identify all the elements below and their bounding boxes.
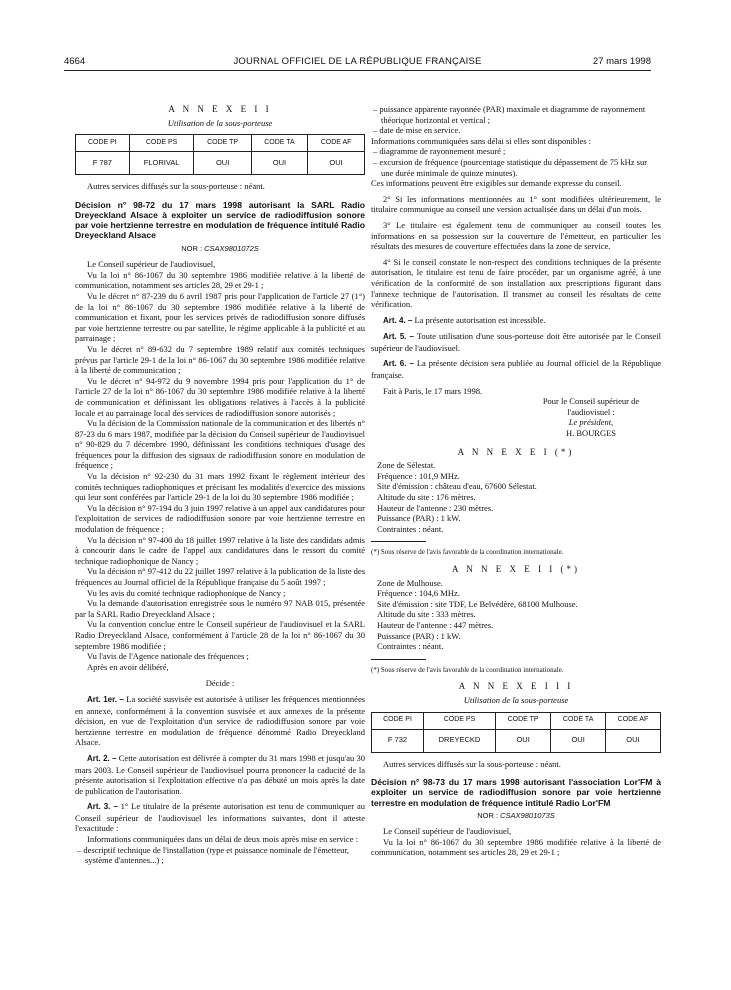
header-rule	[64, 70, 651, 71]
nor-code: CSAX9801072S	[204, 243, 259, 253]
paragraph: Informations communiquées dans un délai de deux mois après mise en service :	[87, 834, 358, 845]
footnote: (*) Sous réserve de l'avis favorable de la coordination internationale.	[371, 541, 426, 558]
table-header-cell: CODE PI	[76, 135, 130, 152]
list-item: – puissance apparente rayonnée (PAR) maximale et diagramme de rayonnement théorique horizontal et vertical ;	[373, 104, 646, 125]
nor-code: CSAX9801073S	[500, 810, 555, 820]
subcarrier-table	[75, 134, 365, 175]
annexe-subtitle: Utilisation de la sous-porteuse	[463, 694, 569, 705]
article	[75, 694, 365, 748]
paragraph: 3° Le titulaire est également tenu de communiquer au conseil toutes les informations en sa possession sur la couverture de l'émetteur, en particulier les résultats des mesures de couverture effectuées dans la zone de service.	[371, 219, 661, 252]
paragraph: Vu l'avis de l'Agence nationale des fréquences ;	[87, 651, 249, 662]
paragraph: Le Conseil supérieur de l'audiovisuel,	[87, 259, 216, 270]
paragraph: Vu la loi n° 86-1067 du 30 septembre 1986 modifiée relative à la liberté de communication, notamment ses articles 28, 29 et 29-1 ;	[371, 836, 661, 858]
frequency-specs	[377, 578, 661, 652]
paragraph: Vu la loi n° 86-1067 du 30 septembre 1986 modifiée relative à la liberté de communication, notamment ses articles 28, 29 et 29-1 ;	[75, 269, 365, 291]
spec-line: Contraintes : néant.	[377, 523, 444, 534]
article-text: La présente autorisation est incessible.	[414, 314, 546, 325]
table-cell: FLORIVAL	[129, 152, 194, 175]
article-label: Art. 3. –	[87, 802, 118, 812]
spec-line: Zone de Mulhouse.	[377, 577, 443, 588]
list-item: – descriptif technique de l'installation (type et puissance nominale de l'émetteur, système d'antennes...) ;	[77, 844, 350, 866]
paragraph: Vu la convention conclue entre le Conseil supérieur de l'audiovisuel et la SARL Radio Dreyeckland Alsace, conformément à l'article 28 de la loi n° 86-1067 du 30 septembre 1986 modifiée ;	[75, 619, 365, 651]
annexe-heading: A N N E X E I I I	[458, 681, 574, 692]
table-header-cell: CODE PI	[372, 712, 424, 729]
list-item: – date de mise en service.	[373, 125, 461, 136]
decision-title: Décision n° 98-73 du 17 mars 1998 autorisant l'association Lor'FM à exploiter un service de radiodiffusion sonore par voie hertzienne terrestre en modulation de fréquence intitulé Radio Lor'FM	[371, 777, 661, 808]
info-list	[371, 104, 661, 136]
frequency-specs	[377, 460, 661, 534]
article	[75, 801, 365, 834]
signature-place-date: Fait à Paris, le 17 mars 1998.	[383, 385, 483, 396]
table-cell: OUI	[605, 729, 660, 752]
paragraph: Vu la décision n° 97-400 du 18 juillet 1997 relative à la liste des candidats admis à concourir dans le cadre de l'appel aux candidatures dans le ressort du comité technique radiophonique de Nancy ;	[75, 534, 365, 566]
article-label: Art. 2. –	[87, 753, 117, 763]
article-text: Cette autorisation est délivrée à compter du 31 mars 1998 et jusqu'au 30 mars 2003. Le Conseil supérieur de l'audiovisuel pourra prononcer la caducité de la présente autorisation si l'exploitation effective n'a pas débuté un mois après la date de publication de l'autorisation.	[75, 752, 365, 796]
table-cell: OUI	[551, 729, 606, 752]
paragraph: Vu la décision n° 97-194 du 3 juin 1997 relative à un appel aux candidatures pour l'exploitation de services de radiodiffusion sonore par voie hertzienne terrestre en modulation de fréquence ;	[75, 502, 365, 535]
table-header-cell: CODE AF	[308, 135, 365, 152]
table-cell: F 732	[372, 729, 424, 752]
nor-label: NOR :	[477, 810, 501, 820]
nor-reference	[371, 811, 661, 822]
spec-line: Puissance (PAR) : 1 kW.	[377, 513, 461, 524]
annexe-subtitle: Utilisation de la sous-porteuse	[167, 117, 273, 128]
paragraph: Vu la décision de la Commission nationale de la communication et des libertés n° 87-23 du 6 mars 1987, modifiée par la décision du Conseil supérieur de l'audiovisuel n° 90-829 du 7 décembre 1990, définissant les conditions techniques d'usage des fréquences pour la diffusion des signaux de radiodiffusion sonore en modulation de fréquence ;	[75, 418, 365, 471]
issue-date: 27 mars 1998	[592, 56, 651, 67]
paragraph: Vu la décision n° 97-412 du 22 juillet 1997 relative à la publication de la liste des fréquences au Journal officiel de la République française du 5 août 1997 ;	[75, 566, 365, 587]
spec-line: Altitude du site : 176 mètres.	[377, 492, 476, 502]
spec-line: Puissance (PAR) : 1 kW.	[377, 630, 461, 641]
table-cell: OUI	[251, 152, 307, 175]
article-text: Toute utilisation d'une sous-porteuse doit être autorisée par le Conseil supérieur de l'audiovisuel.	[371, 331, 661, 353]
left-column	[75, 98, 365, 866]
table-cell: DREYECKD	[424, 729, 496, 752]
annexe-heading: A N N E X E I (*)	[457, 446, 575, 457]
article-label: Art. 5. –	[383, 332, 414, 342]
paragraph: Vu le décret n° 89-632 du 7 septembre 1989 relatif aux comités techniques prévus par l'article 29-1 de la loi n° 86-1067 du 30 septembre 1986 modifiée relative à la liberté de communication ;	[75, 343, 365, 376]
article-label: Art. 1er. –	[87, 694, 124, 704]
article	[371, 315, 661, 327]
paragraph: Vu la demande d'autorisation enregistrée sous le numéro 97 NAB 015, présentée par la SARL Radio Dreyeckland Alsace ;	[75, 598, 365, 619]
other-services-note: Autres services diffusés sur la sous-porteuse : néant.	[87, 181, 265, 192]
paragraph: Le Conseil supérieur de l'audiovisuel,	[383, 826, 512, 837]
article	[371, 331, 661, 353]
spec-line: Contraintes : néant.	[377, 641, 444, 652]
subcarrier-table	[371, 712, 661, 753]
article-text: 1° Le titulaire de la présente autorisation est tenu de communiquer au Conseil supérieur de l'audiovisuel les informations suivantes, dont il atteste l'exactitude :	[75, 801, 365, 834]
article-label: Art. 4. –	[383, 315, 413, 325]
list-item: – diagramme de rayonnement mesuré ;	[373, 146, 506, 157]
spec-line: Fréquence : 101,9 MHz.	[377, 470, 460, 481]
page-header	[64, 56, 651, 70]
signature-line: Pour le Conseil supérieur de l'audiovisuel :	[542, 396, 640, 417]
article-text: La présente décision sera publiée au Journal officiel de la République française.	[371, 358, 662, 381]
paragraph: Ces informations peuvent être exigibles sur demande expresse du conseil.	[371, 178, 622, 189]
signature-role: Le président,	[568, 417, 614, 428]
table-header-cell: CODE TA	[551, 712, 606, 729]
right-column	[371, 104, 661, 858]
decision-title: Décision n° 98-72 du 17 mars 1998 autorisant la SARL Radio Dreyeckland Alsace à exploiter un service de radiodiffusion sonore par voie hertzienne terrestre en modulation de fréquence intitulé Radio Dreyeckland Alsace	[75, 199, 365, 241]
table-header-cell: CODE TA	[251, 135, 307, 152]
table-header-cell: CODE TP	[194, 135, 251, 152]
page-number: 4664	[64, 56, 86, 67]
journal-title: JOURNAL OFFICIEL DE LA RÉPUBLIQUE FRANÇAISE	[233, 56, 482, 67]
article	[371, 358, 661, 380]
table-header-cell: CODE PS	[424, 712, 496, 729]
paragraph: Informations communiquées sans délai si elles sont disponibles :	[371, 135, 592, 146]
nor-reference	[75, 244, 365, 255]
decide-heading: Décide :	[205, 678, 235, 689]
signature-name: H. BOURGES	[565, 428, 617, 439]
info-list	[75, 845, 365, 866]
annexe-heading: A N N E X E I I	[168, 104, 272, 114]
paragraph: Vu la décision n° 92-230 du 31 mars 1992 fixant le règlement intérieur des comités techniques radiophoniques et précisant les modalités d'exercice des missions qui leur sont conférées par l'article 29-1 de la loi du 30 septembre 1986 modifiée ;	[75, 471, 365, 503]
paragraph: 2° Si les informations mentionnées au 1° sont modifiées ultérieurement, le titulaire communique au conseil une version actualisée dans un délai d'un mois.	[371, 193, 661, 215]
spec-line: Zone de Sélestat.	[377, 460, 436, 471]
spec-line: Hauteur de l'antenne : 447 mètres.	[377, 619, 494, 630]
table-header-cell: CODE TP	[495, 712, 550, 729]
table-cell: OUI	[495, 729, 550, 752]
annexe-heading: A N N E X E I I (*)	[452, 563, 580, 574]
paragraph: Vu les avis du comité technique radiophonique de Nancy ;	[87, 587, 286, 598]
nor-label: NOR :	[181, 243, 205, 253]
footnote: (*) Sous réserve de l'avis favorable de la coordination internationale.	[371, 659, 426, 676]
list-item: – excursion de fréquence (pourcentage statistique du dépassement de 75 kHz sur une durée minimale de quinze minutes).	[373, 156, 648, 178]
table-header-cell: CODE AF	[605, 712, 660, 729]
paragraph: Après en avoir délibéré,	[87, 661, 169, 672]
table-header-cell: CODE PS	[129, 135, 194, 152]
paragraph: Vu le décret n° 87-239 du 6 avril 1987 pris pour l'application de l'article 27 (1°) de la loi n° 86-1067 du 30 septembre 1986 modifiée relative à la liberté de communication et fixant, pour les services privés de radiodiffusion sonore diffusés par voie hertzienne terrestre ou par satellite, le régime applicable à la publicité et au parrainage ;	[75, 290, 365, 344]
info-list	[371, 146, 661, 178]
spec-line: Hauteur de l'antenne : 230 mètres.	[377, 502, 494, 513]
table-cell: OUI	[308, 152, 365, 175]
spec-line: Site d'émission : château d'eau, 67600 Sélestat.	[377, 481, 537, 492]
other-services-note: Autres services diffusés sur la sous-porteuse : néant.	[383, 758, 561, 769]
article-label: Art. 6. –	[383, 359, 414, 369]
spec-line: Altitude du site : 333 mètres.	[377, 609, 476, 620]
spec-line: Site d'émission : site TDF, Le Belvédère, 68100 Mulhouse.	[377, 598, 578, 609]
paragraph: Vu le décret n° 94-972 du 9 novembre 1994 pris pour l'application du 1° de l'article 27 de la loi n° 86-1067 du 30 septembre 1986 modifiée relative à la liberté de communication et définissant les obligations relatives à l'accès à la publicité locale et au parrainage local des services de radiodiffusion sonore autorisés ;	[75, 375, 365, 418]
table-cell: OUI	[194, 152, 251, 175]
article-text: La société susvisée est autorisée à utiliser les fréquences mentionnées en annexe, conformément à la convention susvisée et aux annexes de la présente décision, en vue de l'exploitation d'un service de radiodiffusion sonore par voie hertzienne terrestre en modulation de fréquence dénommé Radio Dreyeckland Alsace.	[75, 693, 366, 748]
table-cell: F 787	[76, 152, 130, 175]
article	[75, 753, 365, 796]
paragraph: 4° Si le conseil constate le non-respect des conditions techniques de la présente autorisation, le titulaire est tenu de faire procéder, par un organisme agréé, à une vérification de la conformité de son installation aux prescriptions figurant dans l'annexe technique de l'autorisation. Il transmet au conseil les résultats de cette vérification.	[371, 256, 661, 310]
spec-line: Fréquence : 104,6 MHz.	[377, 588, 460, 599]
